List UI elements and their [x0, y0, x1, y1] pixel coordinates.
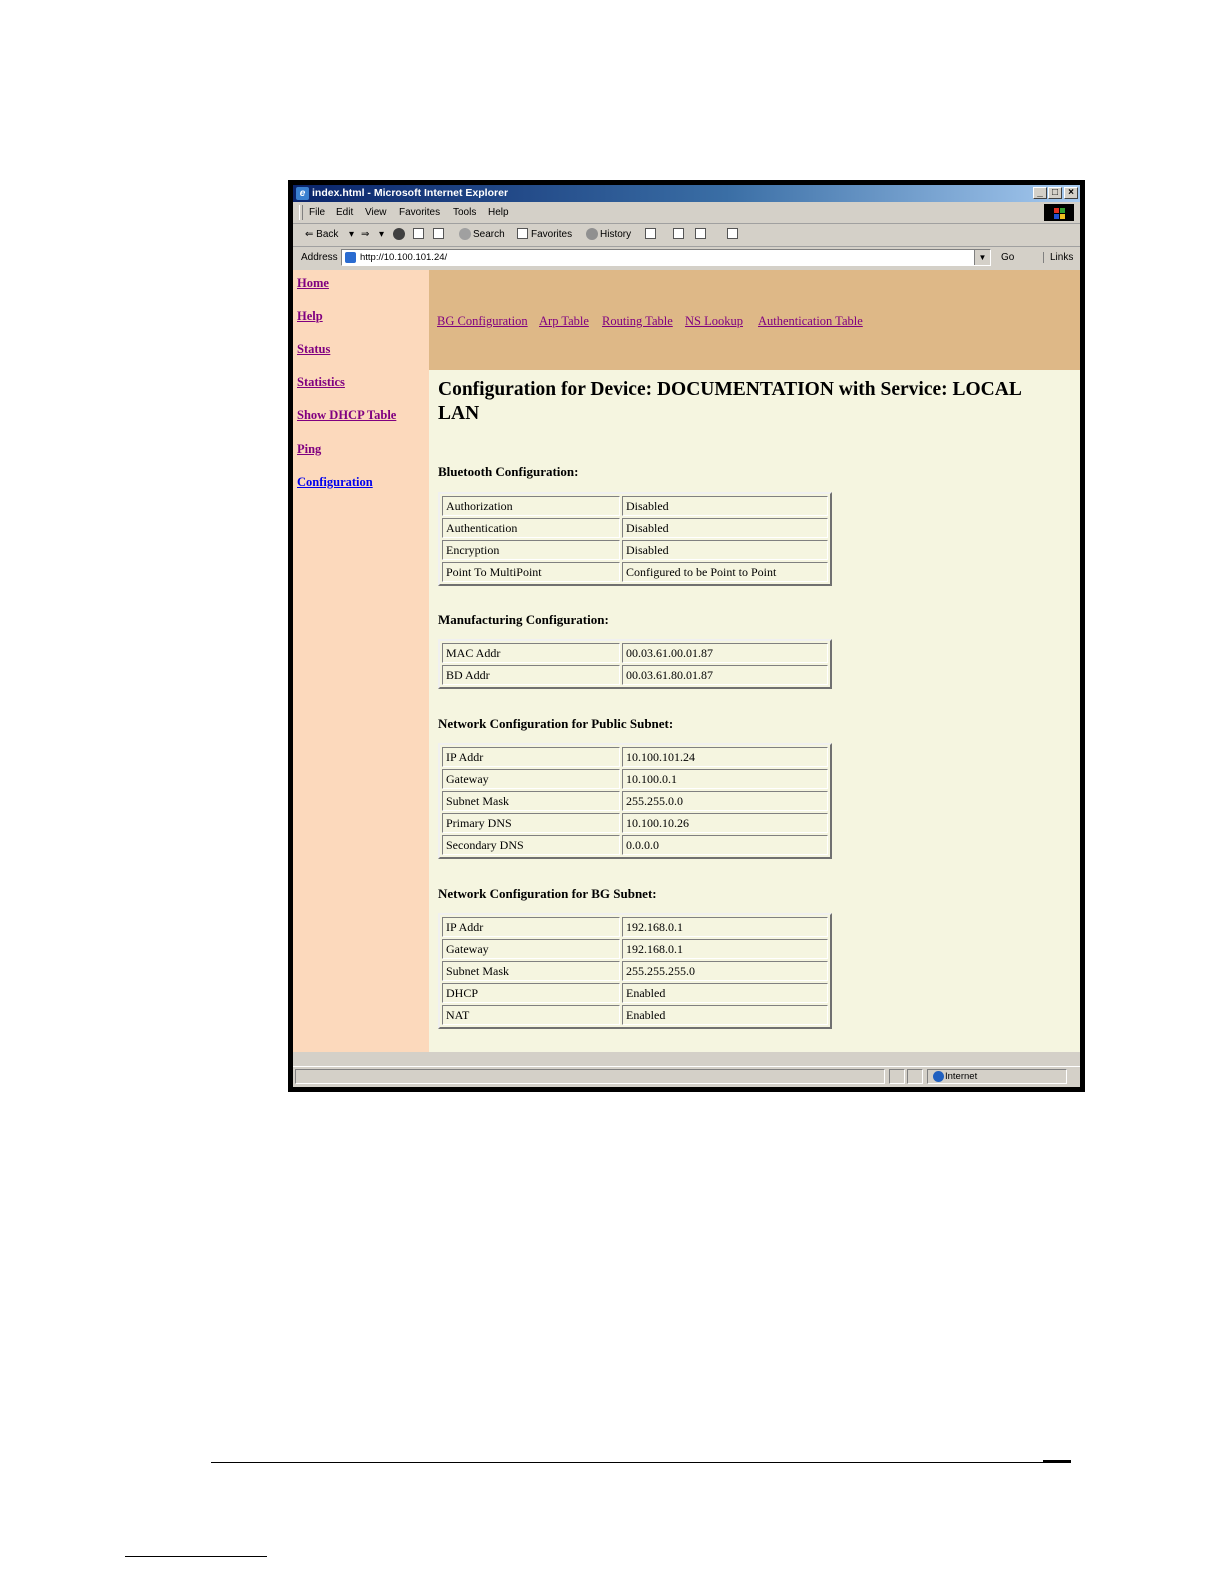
maximize-button[interactable]: □ — [1048, 187, 1062, 199]
search-button[interactable]: Search — [473, 229, 505, 240]
minimize-button[interactable]: _ — [1033, 187, 1047, 199]
browser-window — [288, 180, 1085, 1092]
row-key: BD Addr — [442, 665, 620, 685]
status-cell — [907, 1069, 923, 1084]
link-arp-table[interactable]: Arp Table — [539, 314, 589, 328]
table-row — [442, 747, 828, 767]
row-key: Primary DNS — [442, 813, 620, 833]
menu-view[interactable]: View — [365, 207, 387, 218]
row-value: Configured to be Point to Point — [622, 562, 828, 582]
table-row — [442, 1005, 828, 1025]
row-value: 255.255.0.0 — [622, 791, 828, 811]
section-title-public-subnet: Network Configuration for Public Subnet: — [438, 716, 674, 731]
forward-dropdown-icon[interactable]: ▾ — [379, 229, 385, 240]
link-routing-table[interactable]: Routing Table — [602, 314, 673, 328]
links-button[interactable]: Links — [1043, 252, 1073, 263]
address-input[interactable] — [341, 249, 991, 266]
row-key: IP Addr — [442, 747, 620, 767]
row-value: Disabled — [622, 540, 828, 560]
row-value: Disabled — [622, 496, 828, 516]
row-key: IP Addr — [442, 917, 620, 937]
menu-favorites[interactable]: Favorites — [399, 207, 441, 218]
address-url[interactable]: http://10.100.101.24/ — [360, 252, 448, 263]
manufacturing-config-table — [438, 639, 832, 689]
menu-bar — [293, 202, 1080, 224]
row-key: Point To MultiPoint — [442, 562, 620, 582]
table-row — [442, 665, 828, 685]
table-row — [442, 496, 828, 516]
row-value: 10.100.101.24 — [622, 747, 828, 767]
windows-logo-icon — [1044, 204, 1074, 221]
row-value: 255.255.255.0 — [622, 961, 828, 981]
row-key: Authentication — [442, 518, 620, 538]
menu-edit[interactable]: Edit — [336, 207, 354, 218]
row-value: Disabled — [622, 518, 828, 538]
nav-help[interactable]: Help — [297, 309, 323, 323]
forward-button[interactable]: ⇒ — [361, 229, 370, 240]
row-key: Authorization — [442, 496, 620, 516]
page-title: Configuration for Device: DOCUMENTATION with Service: LOCAL LAN — [438, 379, 1021, 424]
address-dropdown-icon[interactable]: ▼ — [974, 250, 990, 265]
row-key: Gateway — [442, 769, 620, 789]
row-key: NAT — [442, 1005, 620, 1025]
close-button[interactable]: × — [1064, 187, 1078, 199]
link-bg-configuration[interactable]: BG Configuration — [437, 314, 528, 328]
main-panel — [438, 378, 1078, 1022]
browser-frame — [293, 185, 1080, 1087]
search-icon — [459, 228, 471, 240]
edit-icon[interactable] — [695, 228, 706, 239]
nav-show-dhcp-table[interactable]: Show DHCP Table — [297, 408, 397, 422]
table-row — [442, 813, 828, 833]
table-row — [442, 643, 828, 663]
table-row — [442, 917, 828, 937]
status-bar — [293, 1066, 1080, 1087]
table-row — [442, 835, 828, 855]
favorites-icon — [517, 228, 528, 239]
status-cell — [889, 1069, 905, 1084]
window-title: index.html - Microsoft Internet Explorer — [312, 187, 509, 199]
back-dropdown-icon[interactable]: ▾ — [349, 229, 355, 240]
section-title-bg-subnet: Network Configuration for BG Subnet: — [438, 886, 657, 901]
page-number-mark — [1043, 1460, 1071, 1463]
discuss-icon[interactable] — [727, 228, 738, 239]
footer-rule — [211, 1462, 1071, 1463]
menu-help[interactable]: Help — [488, 207, 509, 218]
section-title-manufacturing: Manufacturing Configuration: — [438, 612, 609, 627]
mail-icon[interactable] — [645, 228, 656, 239]
table-row — [442, 562, 828, 582]
table-row — [442, 983, 828, 1003]
row-value: 192.168.0.1 — [622, 939, 828, 959]
table-row — [442, 791, 828, 811]
row-value: 192.168.0.1 — [622, 917, 828, 937]
print-icon[interactable] — [673, 228, 684, 239]
nav-home[interactable]: Home — [297, 276, 329, 290]
status-text-cell — [295, 1069, 885, 1084]
row-value: 10.100.0.1 — [622, 769, 828, 789]
page-icon — [345, 252, 356, 263]
top-link-band — [429, 270, 1080, 370]
row-key: Secondary DNS — [442, 835, 620, 855]
row-key: Encryption — [442, 540, 620, 560]
row-key: MAC Addr — [442, 643, 620, 663]
footnote-rule — [125, 1556, 267, 1557]
nav-configuration[interactable]: Configuration — [297, 475, 373, 489]
go-button[interactable]: Go — [1001, 252, 1015, 263]
row-value: 10.100.10.26 — [622, 813, 828, 833]
address-bar — [293, 247, 1080, 269]
row-value: 00.03.61.00.01.87 — [622, 643, 828, 663]
favorites-button[interactable]: Favorites — [531, 229, 573, 240]
row-value: 0.0.0.0 — [622, 835, 828, 855]
menu-grip — [299, 205, 303, 220]
row-key: Subnet Mask — [442, 791, 620, 811]
table-row — [442, 939, 828, 959]
toolbar — [293, 224, 1080, 247]
internet-globe-icon — [933, 1071, 944, 1082]
row-value: Enabled — [622, 1005, 828, 1025]
section-title-bluetooth: Bluetooth Configuration: — [438, 464, 579, 479]
menu-file[interactable]: File — [309, 207, 326, 218]
table-row — [442, 518, 828, 538]
table-row — [442, 769, 828, 789]
address-label: Address — [301, 252, 338, 263]
nav-ping[interactable]: Ping — [297, 442, 322, 456]
left-nav — [293, 270, 429, 1052]
link-authentication-table[interactable]: Authentication Table — [758, 314, 863, 328]
ie-logo-icon: e — [296, 187, 309, 200]
bg-subnet-config-table — [438, 913, 832, 1029]
zone-label: Internet — [945, 1071, 978, 1082]
refresh-icon[interactable] — [413, 228, 424, 239]
title-bar[interactable] — [293, 185, 1080, 202]
link-ns-lookup[interactable]: NS Lookup — [685, 314, 743, 328]
public-subnet-config-table — [438, 743, 832, 859]
page-content — [293, 270, 1080, 1052]
nav-statistics[interactable]: Statistics — [297, 375, 345, 389]
table-row — [442, 961, 828, 981]
row-key: DHCP — [442, 983, 620, 1003]
nav-status[interactable]: Status — [297, 342, 331, 356]
row-key: Gateway — [442, 939, 620, 959]
menu-tools[interactable]: Tools — [453, 207, 477, 218]
home-icon[interactable] — [433, 228, 444, 239]
history-button[interactable]: History — [600, 229, 632, 240]
row-key: Subnet Mask — [442, 961, 620, 981]
row-value: Enabled — [622, 983, 828, 1003]
row-value: 00.03.61.80.01.87 — [622, 665, 828, 685]
bluetooth-config-table — [438, 492, 832, 586]
back-button[interactable]: ⇐ Back — [305, 229, 339, 240]
table-row — [442, 540, 828, 560]
history-icon — [586, 228, 598, 240]
stop-icon[interactable] — [393, 228, 405, 240]
